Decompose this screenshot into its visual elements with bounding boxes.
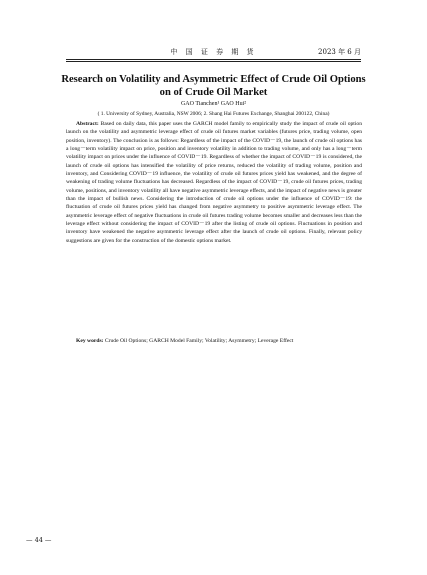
paper-affiliations: ( 1. University of Sydney, Australia, NSW 2006; 2. Shang Hai Futures Exchange, Shanghai 200122, China) <box>97 111 330 117</box>
paper-authors: GAO Tianchen¹ GAO Hui² <box>180 101 247 107</box>
abstract-label: Abstract: <box>76 121 99 127</box>
page-number: — 44 — <box>26 536 52 544</box>
running-header <box>66 46 361 58</box>
keywords-text: Crude Oil Options; GARCH Model Family; Volatility; Asymmetry; Leverage Effect <box>103 338 294 344</box>
journal-name: 中 国 证 券 期 货 <box>170 48 257 56</box>
keywords <box>66 337 362 345</box>
abstract <box>66 120 362 245</box>
keywords-label: Key words: <box>76 338 104 344</box>
abstract-text: Based on daily data, this paper uses the GARCH model family to empirically study the impact of crude oil option launch on the volatility and asymmetric leverage effect of crude oil futures market variables (futures price, trading volume, open position, inventory). The conclusion is as follows: Regardless of the impact of the COVID－19, the launch of crude oil options has a long－term volatility impact on price, position and inventory volatility in addition to trading volume, and only has a long－term volatility impact on prices under the influence of COVID－19. Regardless of whether the impact of COVID－19 is considered, the launch of crude oil options has intensified the volatility of price returns, reduced the volatility of trading volume, position and inventory, and Considering COVID－19 influence, the volatility of crude oil futures prices yield has weakened, and the degree of weakening of trading volume fluctuations has decreased. Regardless of the impact of COVID－19, crude oil futures prices, trading volume, positions, and inventory volatility all have negative asymmetric leverage effects, and the impact of negative news is greater than the impact of bullish news. Considering the introduction of crude oil options under the influence of COVID－19: the fluctuation of crude oil futures prices yield has changed from negative asymmetry to positive asymmetric leverage effect. The asymmetric leverage effect of negative fluctuations in crude oil futures trading volume becomes smaller and decreases less than the leverage effect without considering the impact of COVID－19 after the listing of crude oil options. Fluctuations in position and inventory have weakened the negative asymmetric leverage effect after the launch of crude oil options. Finally, relevant policy suggestions are given for the construction of the domestic options market. <box>66 121 362 244</box>
header-rule-thin <box>66 61 361 62</box>
issue-date: 2023 年 6 月 <box>318 48 361 56</box>
header-rule <box>66 59 361 60</box>
paper-title: Research on Volatility and Asymmetric Effect of Crude Oil Options on of Crude Oil Market <box>61 74 366 98</box>
